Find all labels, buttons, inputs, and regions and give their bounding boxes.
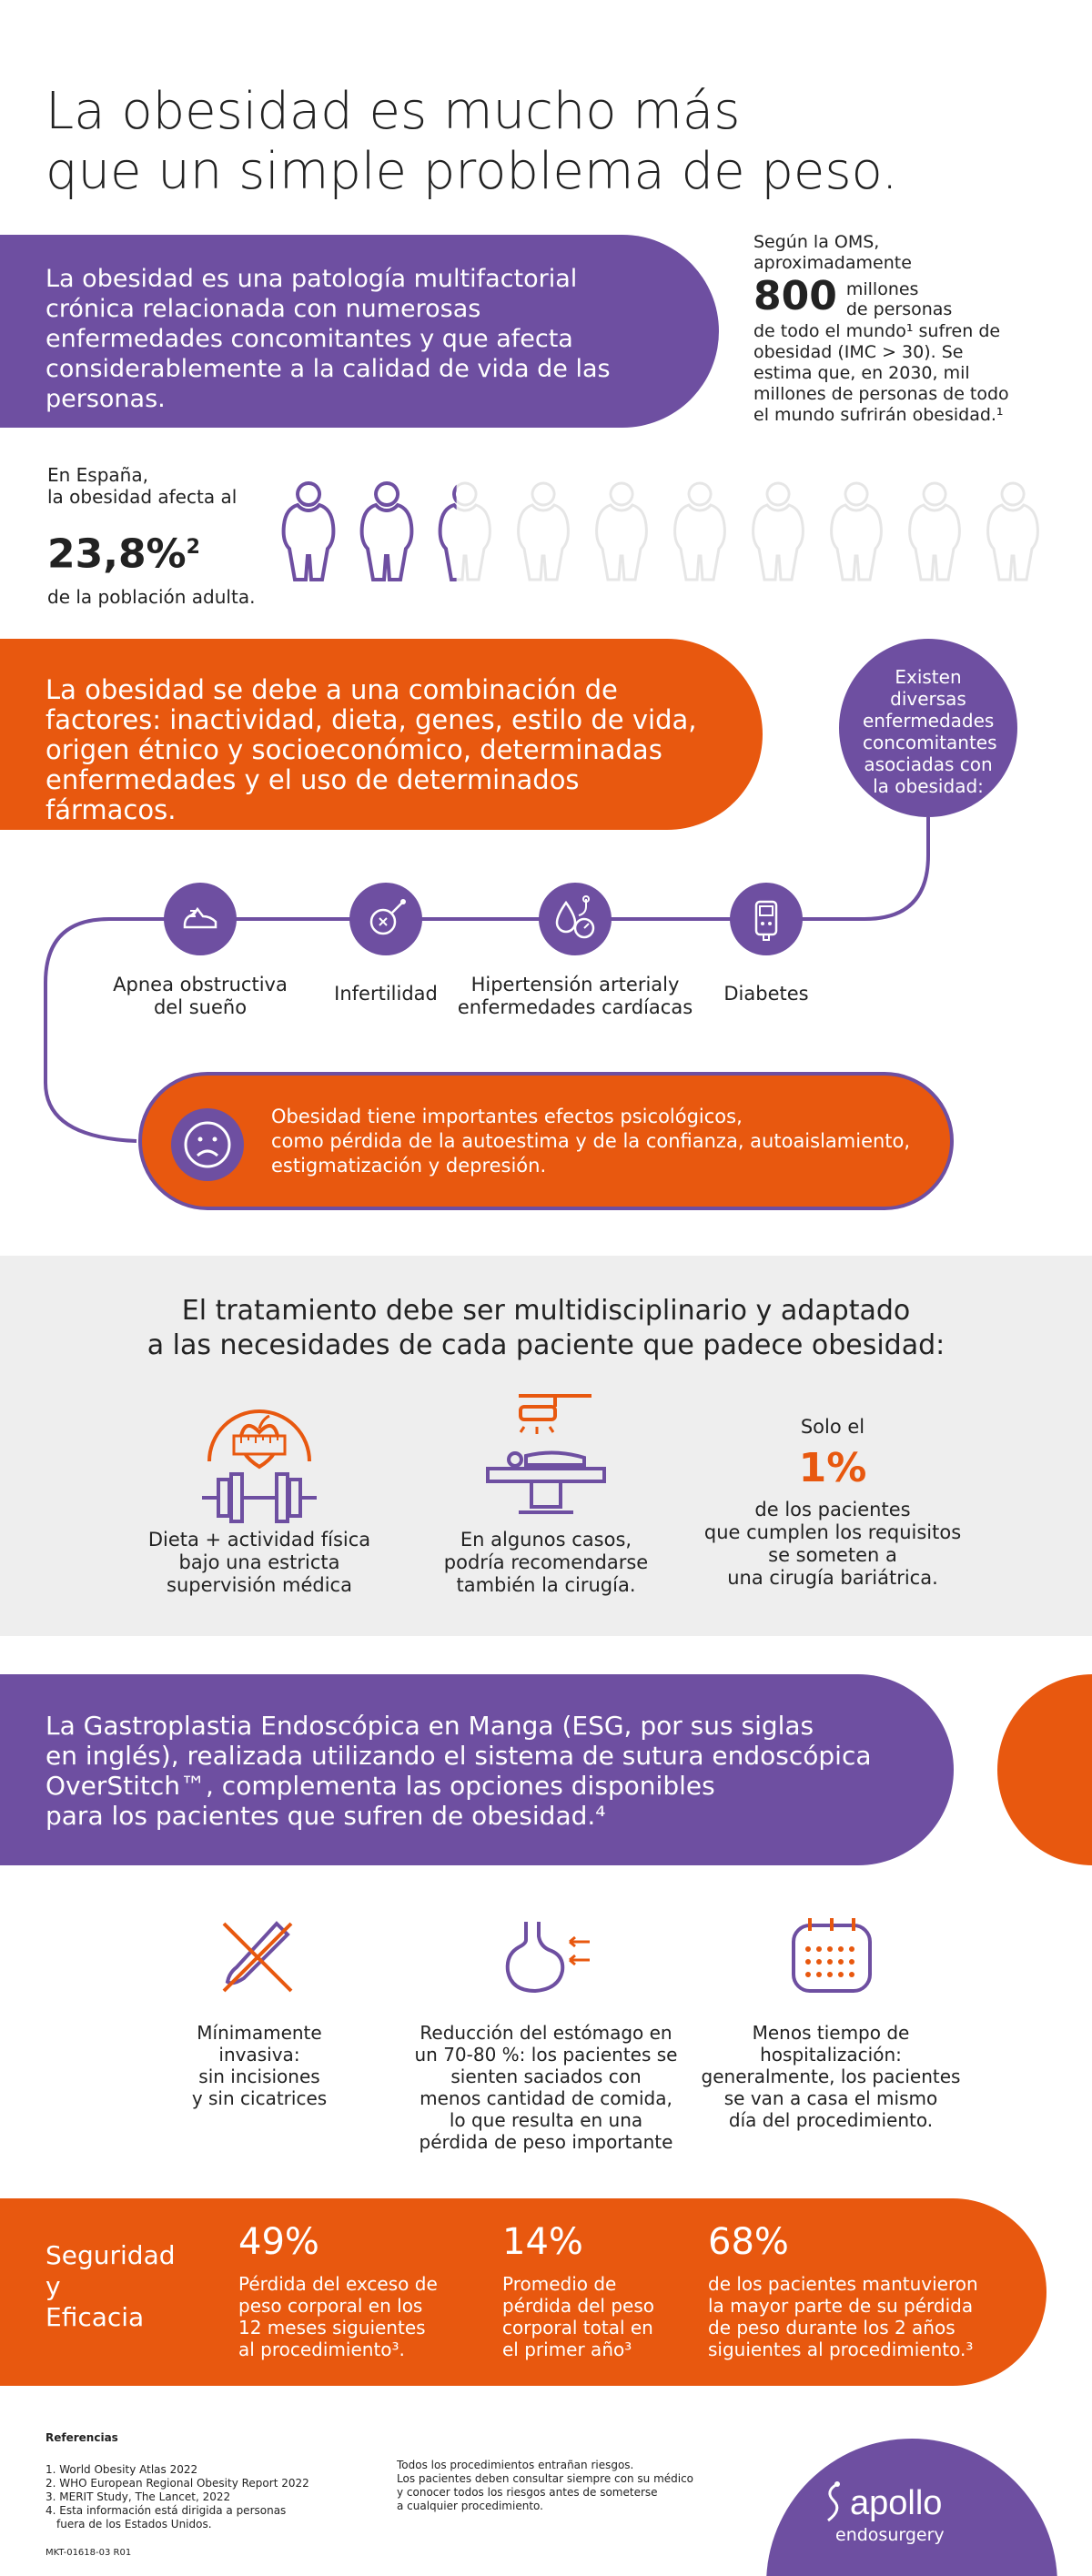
stat-maintained	[708, 2220, 1008, 2360]
psych-line-2: como pérdida de la autoestima y de la confianza, autoaislamiento,	[271, 1130, 911, 1152]
reference-4-cont: fuera de los Estados Unidos.	[56, 2518, 212, 2531]
spain-line-2: la obesidad afecta al	[47, 486, 238, 508]
disease-label-apnea-1: Apnea obstructiva	[113, 974, 288, 995]
glucose-meter-icon	[730, 883, 803, 955]
stats-heading-2: y	[46, 2271, 61, 2301]
stat-maintained-line-1: de los pacientes mantuvieron	[708, 2273, 978, 2295]
bariatric-percent: 1%	[798, 1445, 867, 1491]
oms-line-1: Según la OMS,	[753, 232, 880, 252]
apollo-logo-sub: endosurgery	[835, 2525, 945, 2545]
apollo-logo-name: apollo	[850, 2484, 943, 2522]
stat-maintained-line-3: de peso durante los 2 años	[708, 2317, 956, 2339]
benefit-stomach-line-4: menos cantidad de comida,	[420, 2087, 672, 2109]
bariatric-line-3: se someten a	[768, 1544, 897, 1566]
stat-maintained-line-2: la mayor parte de su pérdida	[708, 2295, 974, 2317]
title-line-2: que un simple problema de peso.	[46, 142, 898, 201]
stat-excess-weight	[238, 2220, 457, 2360]
benefit-hospital-line-2: hospitalización:	[760, 2044, 902, 2066]
reference-3: 3. MERIT Study, The Lancet, 2022	[46, 2490, 231, 2503]
oms-number: 800	[753, 273, 837, 319]
document-code: MKT-01618-03 R01	[46, 2548, 132, 2558]
stat-maintained-desc	[708, 2273, 1008, 2360]
fertility-icon	[349, 883, 422, 955]
title-line-1: La obesidad es mucho más	[46, 82, 741, 141]
surgery-label	[414, 1529, 678, 1597]
benefit-stomach-line-3: sienten saciados con	[450, 2066, 642, 2087]
stat-maintained-line-4: siguientes al procedimiento.³	[708, 2339, 974, 2360]
diet-scale-icon	[191, 1396, 328, 1536]
surgery-label-3: también la cirugía.	[456, 1574, 636, 1596]
reference-1: 1. World Obesity Atlas 2022	[46, 2463, 198, 2476]
benefit-invasive-line-3: sin incisiones	[198, 2066, 320, 2087]
bariatric-line-2: que cumplen los requisitos	[703, 1521, 962, 1543]
disease-label-diabetes-1: Diabetes	[723, 983, 809, 1005]
bariatric-line-4: una cirugía bariátrica.	[727, 1567, 938, 1589]
reference-4: 4. Esta información está dirigida a personas	[46, 2504, 287, 2517]
spain-percent-value: 23,8%	[47, 530, 187, 578]
stat-total-line-4: el primer año³	[502, 2339, 632, 2360]
benefit-stomach-label	[410, 2022, 682, 2153]
disease-label-diabetes	[684, 983, 848, 1005]
disease-label-apnea	[91, 974, 309, 1019]
stat-excess-line-1: Pérdida del exceso de	[238, 2273, 438, 2295]
disclaimer-line-3: y conocer todos los riesgos antes de someterse	[397, 2486, 658, 2499]
stat-total-weight-value: 14%	[502, 2221, 583, 2263]
stat-total-line-3: corporal total en	[502, 2317, 653, 2339]
stats-heading	[46, 2240, 176, 2333]
benefit-stomach-line-6: pérdida de peso importante	[419, 2131, 673, 2153]
psych-line-1: Obesidad tiene importantes efectos psicológicos,	[271, 1106, 743, 1127]
oms-number-label-1: millones	[845, 279, 919, 299]
benefit-hospital-line-4: se van a casa el mismo	[723, 2087, 938, 2109]
blood-pressure-icon	[539, 883, 612, 955]
disclaimer-line-2: Los pacientes deben consultar siempre con su médico	[397, 2472, 694, 2485]
spain-line-1: En España,	[47, 464, 148, 486]
stat-excess-line-2: peso corporal en los	[238, 2295, 423, 2317]
surgery-label-1: En algunos casos,	[460, 1529, 632, 1551]
esg-line-4: para los pacientes que sufren de obesidad.⁴	[46, 1801, 606, 1831]
psych-text	[271, 1105, 926, 1178]
benefit-hospital-label	[699, 2022, 963, 2131]
stats-heading-3: Eficacia	[46, 2302, 145, 2332]
reference-2: 2. WHO European Regional Obesity Report 2022	[46, 2477, 309, 2490]
sleep-shoe-icon	[164, 883, 237, 955]
stat-excess-line-4: al procedimiento³.	[238, 2339, 405, 2360]
benefit-stomach-line-2: un 70-80 %: los pacientes se	[414, 2044, 678, 2066]
oms-line-2: aproximadamente	[753, 253, 912, 273]
benefit-hospital-line-5: día del procedimiento.	[728, 2109, 934, 2131]
bariatric-only: Solo el	[800, 1416, 865, 1438]
surgery-label-2: podría recomendarse	[443, 1551, 649, 1573]
treatment-title-2: a las necesidades de cada paciente que padece obesidad:	[147, 1329, 945, 1361]
diet-label-2: bajo una estricta	[178, 1551, 340, 1573]
apollo-logo-mark-icon	[821, 2480, 844, 2526]
esg-banner	[0, 1674, 954, 1865]
disclaimer	[397, 2459, 706, 2513]
disease-label-infertility	[304, 983, 468, 1005]
references	[46, 2431, 373, 2531]
stat-excess-line-3: 12 meses siguientes	[238, 2317, 426, 2339]
stat-total-line-2: pérdida del peso	[502, 2295, 655, 2317]
apollo-logo	[821, 2480, 945, 2544]
disclaimer-line-4: a cualquier procedimiento.	[397, 2500, 543, 2512]
benefit-stomach-line-5: lo que resulta en una	[449, 2109, 643, 2131]
decorative-circle	[997, 1674, 1092, 1865]
spain-line-3: de la población adulta.	[47, 585, 256, 608]
treatment-title	[0, 1294, 1092, 1363]
bariatric-line-1: de los pacientes	[754, 1499, 911, 1520]
disclaimer-line-1: Todos los procedimientos entrañan riesgos.	[397, 2459, 634, 2471]
sad-face-icon	[171, 1108, 244, 1181]
benefit-invasive-line-4: y sin cicatrices	[191, 2087, 328, 2109]
stat-total-line-1: Promedio de	[502, 2273, 617, 2295]
stat-excess-weight-value: 49%	[238, 2221, 319, 2263]
oms-rest: de todo el mundo¹ sufren de obesidad (IMC > 30). Se estima que, en 2030, mil millones de personas de todo el mundo sufrirán obesidad.¹	[753, 321, 1009, 425]
stat-total-weight	[502, 2220, 684, 2360]
no-scalpel-icon	[217, 1916, 298, 2002]
intro-text: La obesidad es una patología multifactorial crónica relacionada con numerosas enfermedades concomitantes y que afecta considerablemente a la calidad de vida de las personas.	[46, 265, 611, 413]
references-heading: Referencias	[46, 2431, 118, 2444]
disease-label-apnea-2: del sueño	[153, 996, 248, 1018]
benefit-hospital-line-3: generalmente, los pacientes	[701, 2066, 961, 2087]
bariatric-stat	[701, 1416, 965, 1590]
surgery-icon	[482, 1392, 610, 1532]
stats-heading-1: Seguridad	[46, 2240, 176, 2270]
benefit-invasive-label	[155, 2022, 364, 2109]
diseases-intro-text: Existen diversas enfermedades concomitantes asociadas con la obesidad:	[863, 666, 997, 797]
psych-line-3: estigmatización y depresión.	[271, 1155, 547, 1177]
stat-total-weight-desc	[502, 2273, 684, 2360]
benefit-invasive-line-2: invasiva:	[218, 2044, 300, 2066]
stomach-icon	[499, 1916, 599, 2002]
oms-number-label-2: de personas	[845, 299, 953, 319]
treatment-title-1: El tratamiento debe ser multidisciplinario y adaptado	[181, 1295, 911, 1327]
esg-line-3: OverStitch™, complementa las opciones disponibles	[46, 1771, 715, 1801]
calendar-icon	[788, 1914, 875, 2000]
benefit-invasive-line-1: Mínimamente	[197, 2022, 322, 2044]
disease-label-infertility-1: Infertilidad	[334, 983, 438, 1005]
diet-label-1: Dieta + actividad física	[147, 1529, 371, 1551]
factors-text: La obesidad se debe a una combinación de factores: inactividad, dieta, genes, estilo de vida, origen étnico y socioeconómico, determinadas enfermedades y el uso de determinados fármacos.	[46, 674, 697, 825]
esg-line-1: La Gastroplastia Endoscópica en Manga (ESG, por sus siglas	[46, 1711, 814, 1741]
diet-label	[127, 1529, 391, 1597]
disease-label-hypertension	[446, 974, 704, 1019]
spain-percent-sup: 2	[186, 536, 200, 559]
benefit-hospital-line-1: Menos tiempo de	[752, 2022, 910, 2044]
esg-line-2: en inglés), realizada utilizando el sistema de sutura endoscópica	[46, 1741, 872, 1771]
stat-excess-weight-desc	[238, 2273, 457, 2360]
stat-maintained-value: 68%	[708, 2221, 789, 2263]
diet-label-3: supervisión médica	[167, 1574, 352, 1596]
disease-label-hypertension-1: Hipertensión arterialy	[470, 974, 680, 995]
disease-label-hypertension-2: enfermedades cardíacas	[457, 996, 693, 1018]
benefit-stomach-line-1: Reducción del estómago en	[420, 2022, 672, 2044]
